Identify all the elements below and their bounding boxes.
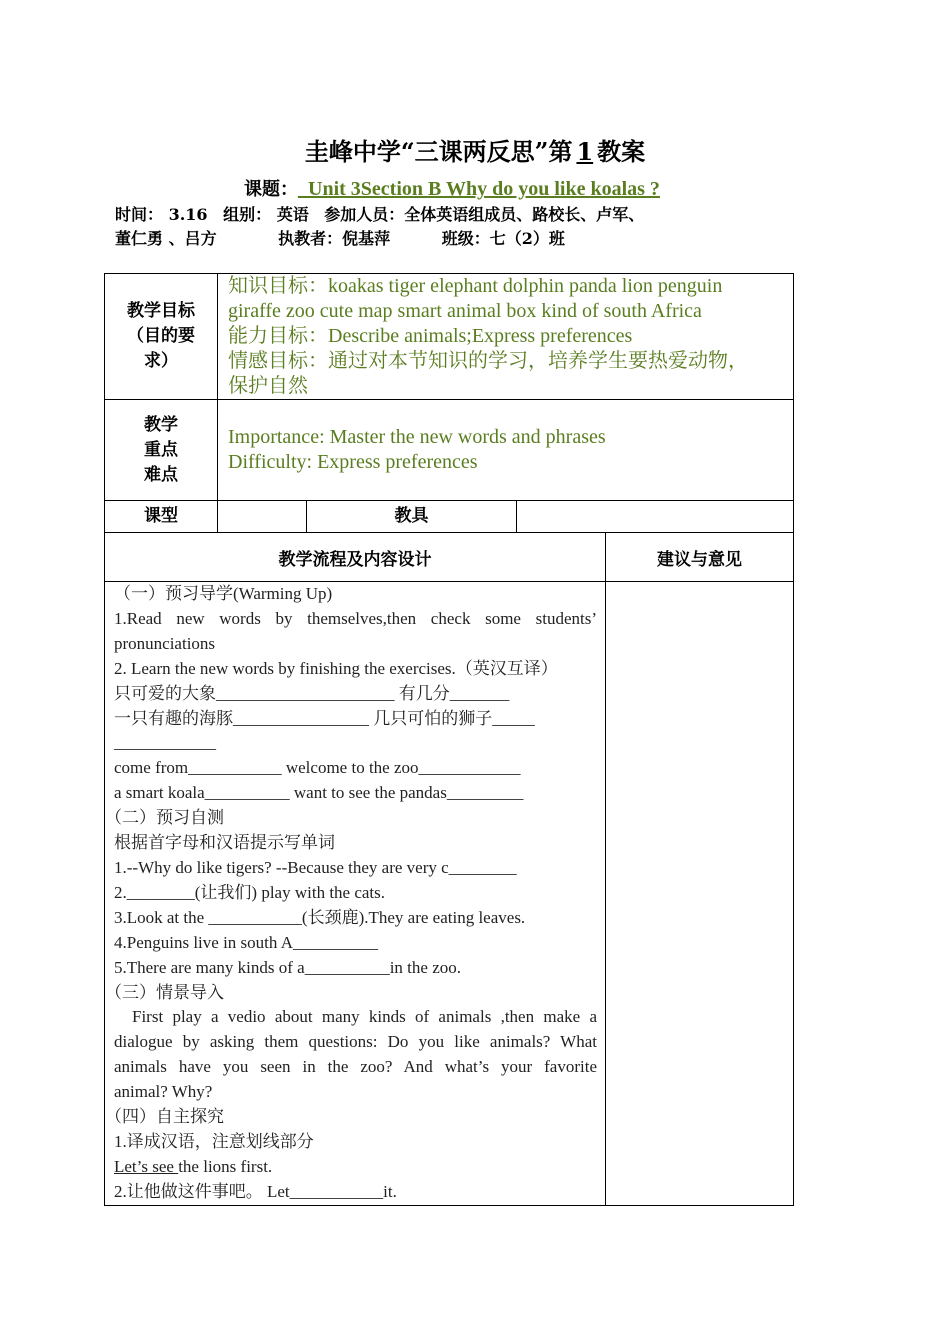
lesson-type-row [105, 501, 794, 533]
key-points-row [105, 400, 794, 501]
flow-line: come from___________ welcome to the zoo____________ [114, 758, 521, 778]
key-points-label: 教学 重点 难点 [105, 400, 218, 501]
flow-header: 教学流程及内容设计 [105, 533, 606, 582]
flow-content-row [105, 582, 794, 1206]
flow-paragraph-line: First play a vedio about many kinds of animals ,then make a [132, 1007, 597, 1027]
meta-line-2 [115, 226, 575, 249]
flow-line: ____________ [114, 733, 216, 753]
flow-line-rest: the lions first. [178, 1156, 273, 1176]
lesson-number: 1 [576, 137, 594, 166]
flow-header-row [105, 533, 794, 582]
flow-line: 4.Penguins live in south A__________ [114, 932, 378, 952]
section-self-test: （二）预习自测 [105, 808, 224, 828]
advice-content [606, 582, 794, 1206]
flow-line: 一只有趣的海豚________________ 几只可怕的狮子_____ [114, 708, 535, 728]
objective-emotion-cont: 保护自然 [228, 375, 308, 397]
flow-line: 2.让他做这件事吧。 Let___________it. [114, 1181, 397, 1201]
objective-emotion: 情感目标：通过对本节知识的学习，培养学生要热爱动物， [228, 350, 748, 372]
topic-line [244, 175, 660, 201]
meta-line-1 [115, 202, 654, 225]
flow-line: 根据首字母和汉语提示写单词 [114, 833, 335, 853]
lesson-type-value [218, 501, 307, 533]
section-warming-up: （一）预习导学(Warming Up) [114, 584, 333, 603]
flow-line: pronunciations [114, 633, 216, 653]
topic-value: _Unit 3Section B Why do you like koalas ? [298, 178, 660, 200]
flow-line [114, 1155, 597, 1180]
meta-participants-cont: 董仁勇 、吕方 [115, 229, 217, 248]
flow-line: 2.________(让我们) play with the cats. [114, 882, 386, 902]
flow-line: 5.There are many kinds of a__________in the zoo. [114, 957, 461, 977]
meta-group: 组别： 英语 [223, 205, 309, 224]
meta-teacher: 执教者：倪基萍 [278, 229, 391, 248]
topic-label: 课题： [244, 179, 298, 200]
flow-paragraph-line: animal? Why? [114, 1082, 213, 1102]
underlined-phrase: Let’s see [114, 1156, 179, 1176]
meta-participants: 参加人员：全体英语组成员、路校长、卢军、 [324, 205, 645, 224]
meta-class: 班级：七（2）班 [441, 229, 565, 248]
flow-line: 只可爱的大象_____________________ 有几分_______ [114, 683, 510, 703]
objectives-label: 教学目标 （目的要 求） [105, 274, 218, 400]
objective-ability: 能力目标：Describe animals;Express preferences [228, 325, 633, 347]
importance-text: Importance: Master the new words and phrases [228, 426, 606, 448]
section-explore: （四）自主探究 [105, 1107, 224, 1127]
title-suffix: 教案 [597, 137, 646, 166]
section-scenario: （三）情景导入 [105, 982, 224, 1002]
page-title [0, 132, 950, 167]
flow-paragraph-line: animals have you seen in the zoo? And what’s your favorite [114, 1057, 597, 1077]
flow-line: 3.Look at the ___________(长颈鹿).They are eating leaves. [114, 907, 526, 927]
objectives-content [218, 274, 794, 400]
meta-time: 时间： 3.16 [115, 205, 208, 224]
flow-paragraph-line: dialogue by asking them questions: Do you like animals? What [114, 1032, 597, 1052]
teaching-tools-label: 教具 [307, 501, 517, 533]
flow-line: a smart koala__________ want to see the pandas_________ [114, 783, 524, 803]
title-prefix: 圭峰中学“三课两反思”第 [304, 137, 573, 166]
key-points-content [218, 400, 794, 501]
objective-knowledge-cont: giraffe zoo cute map smart animal box kind of south Africa [228, 300, 702, 322]
flow-line: 1.--Why do like tigers? --Because they are very c________ [114, 857, 517, 877]
advice-header: 建议与意见 [606, 533, 794, 582]
lesson-plan-table [104, 273, 794, 1206]
flow-content [105, 582, 606, 1206]
flow-line: 1.Read new words by themselves,then check some students’ [114, 608, 597, 628]
flow-line: 2. Learn the new words by finishing the exercises.（英汉互译） [114, 658, 558, 678]
flow-line: 1.译成汉语，注意划线部分 [114, 1131, 314, 1151]
lesson-type-label: 课型 [105, 501, 218, 533]
difficulty-text: Difficulty: Express preferences [228, 451, 478, 473]
objective-knowledge: 知识目标：koakas tiger elephant dolphin panda lion penguin [228, 275, 723, 297]
objectives-row [105, 274, 794, 400]
teaching-tools-value [517, 501, 794, 533]
